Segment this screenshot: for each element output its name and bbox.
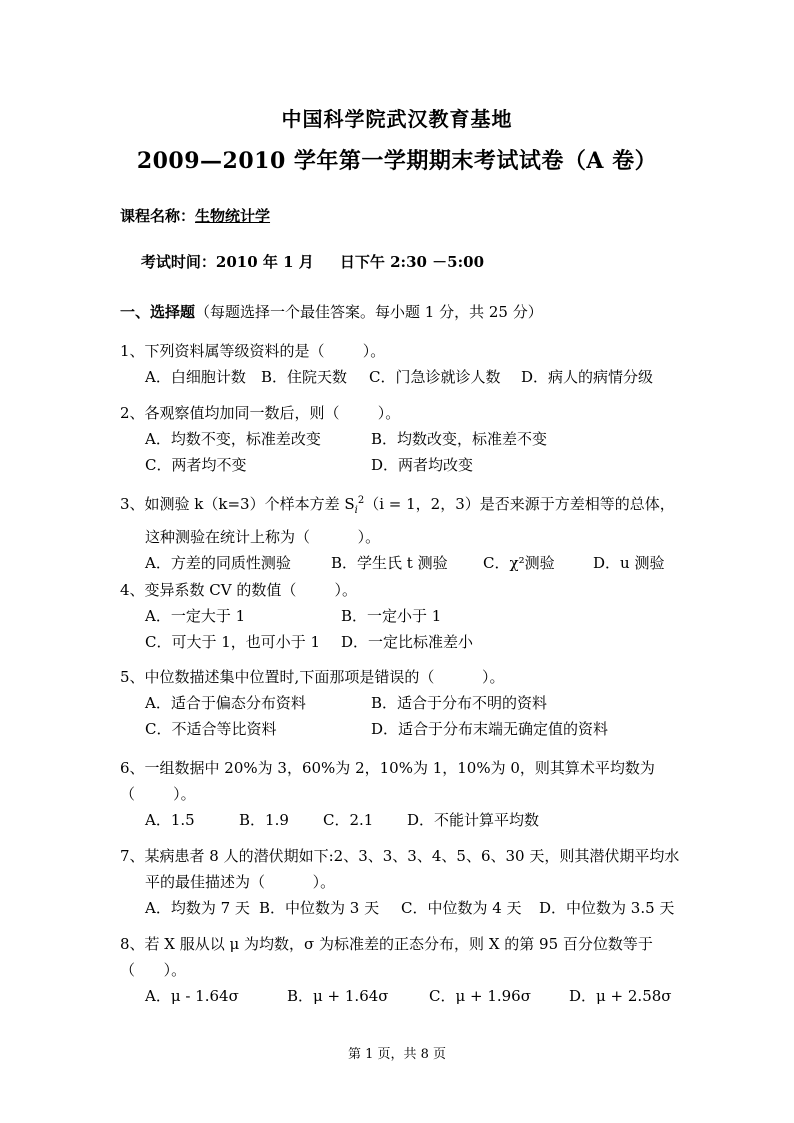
course-line: [120, 205, 270, 226]
option-d: D．中位数为 3.5 天: [539, 899, 675, 917]
option-c: C．χ²测验: [483, 554, 555, 572]
page-footer: 第 1 页，共 8 页: [347, 1047, 447, 1062]
question-stem-continued: （ ）。: [120, 961, 187, 979]
option-d: D．病人的病情分级: [521, 368, 654, 386]
question-stem: 2、各观察值均加同一数后，则（ ）。: [120, 404, 401, 422]
question-stem: 1、下列资料属等级资料的是（ ）。: [120, 342, 386, 360]
option-b: B．学生氏 t 测验: [331, 554, 448, 572]
option-c: C．2.1: [323, 811, 374, 829]
question-stem: 6、一组数据中 20%为 3，60%为 2，10%为 1，10%为 0，则其算术平均数为: [120, 759, 655, 777]
question-8: [120, 931, 700, 1009]
question-stem-continued: 这种测验在统计上称为（ ）。: [145, 528, 381, 546]
institution-title: 中国科学院武汉教育基地: [281, 107, 513, 131]
option-a: A．1.5: [145, 811, 195, 829]
option-b: B．住院天数: [261, 368, 348, 386]
option-a: A．适合于偏态分布资料: [145, 694, 306, 712]
question-stem: 5、中位数描述集中位置时,下面那项是错误的（ ）。: [120, 668, 505, 686]
option-d: D．两者均改变: [371, 456, 474, 474]
section-title: 一、选择题: [120, 303, 196, 321]
question-stem: 8、若 X 服从以 μ 为均数，σ 为标准差的正态分布，则 X 的第 95 百分位数等于: [120, 935, 653, 953]
question-1: [120, 338, 700, 390]
question-stem: 3、如测验 k（k=3）个样本方差 $S_i^2(i = 1$，2，3）是否来源于方差相等的总体，: [120, 495, 675, 516]
option-d: D．u 测验: [593, 554, 665, 572]
question-options: [120, 452, 700, 478]
question-options: [120, 716, 700, 742]
question-stem-continued: （ ）。: [120, 785, 196, 803]
question-7: [120, 843, 700, 921]
question-options: [120, 364, 700, 390]
option-d: D．适合于分布末端无确定值的资料: [371, 720, 609, 738]
option-c: C．不适合等比资料: [145, 720, 277, 738]
option-d: D．不能计算平均数: [407, 811, 540, 829]
course-name: 生物统计学: [195, 207, 271, 225]
question-options: [120, 690, 700, 716]
option-d: D．一定比标准差小: [341, 633, 474, 651]
time-value: 2010 年 1 月 日下午 2:30 －5:00: [215, 253, 485, 271]
section-note: （每题选择一个最佳答案。每小题 1 分，共 25 分）: [195, 303, 543, 321]
option-c: C．μ + 1.96σ: [429, 987, 531, 1005]
question-5: [120, 664, 700, 742]
option-a: A．白细胞计数: [145, 368, 246, 386]
option-b: B．均数改变，标准差不变: [371, 430, 548, 448]
question-options: [120, 603, 700, 629]
question-options: [120, 895, 700, 921]
option-a: A．均数不变，标准差改变: [145, 430, 321, 448]
option-b: B．适合于分布不明的资料: [371, 694, 548, 712]
option-c: C．可大于 1，也可小于 1: [145, 633, 321, 651]
question-2: [120, 400, 700, 478]
option-a: A．μ - 1.64σ: [145, 987, 239, 1005]
option-c: C．两者均不变: [145, 456, 247, 474]
option-b: B．μ + 1.64σ: [287, 987, 389, 1005]
option-a: A．方差的同质性测验: [145, 554, 291, 572]
section-heading: [120, 301, 543, 322]
exam-time-line: [120, 233, 484, 290]
question-6: [120, 755, 700, 833]
question-stem: 4、变异系数 CV 的数值（ ）。: [120, 581, 358, 599]
option-b: B．1.9: [239, 811, 289, 829]
option-c: C．门急诊就诊人数: [369, 368, 501, 386]
question-4: [120, 577, 700, 655]
course-label: 课程名称：: [120, 207, 196, 225]
question-stem-continued: 平的最佳描述为（ ）。: [145, 873, 336, 891]
question-options: [120, 983, 700, 1009]
option-a: A．均数为 7 天: [145, 899, 250, 917]
question-options: [120, 426, 700, 452]
option-a: A．一定大于 1: [145, 607, 246, 625]
question-options: [120, 629, 700, 655]
question-stem: 7、某病患者 8 人的潜伏期如下:2、3、3、3、4、5、6、30 天，则其潜伏期平均水: [120, 847, 680, 865]
time-label: 考试时间：: [140, 253, 216, 271]
exam-title: 2009—2010 学年第一学期期末考试试卷（A 卷）: [136, 148, 658, 174]
option-c: C．中位数为 4 天: [401, 899, 522, 917]
option-b: B．中位数为 3 天: [259, 899, 380, 917]
question-options: [120, 550, 700, 576]
option-d: D．μ + 2.58σ: [569, 987, 672, 1005]
question-3: [120, 488, 700, 576]
option-b: B．一定小于 1: [341, 607, 442, 625]
question-options: [120, 807, 700, 833]
